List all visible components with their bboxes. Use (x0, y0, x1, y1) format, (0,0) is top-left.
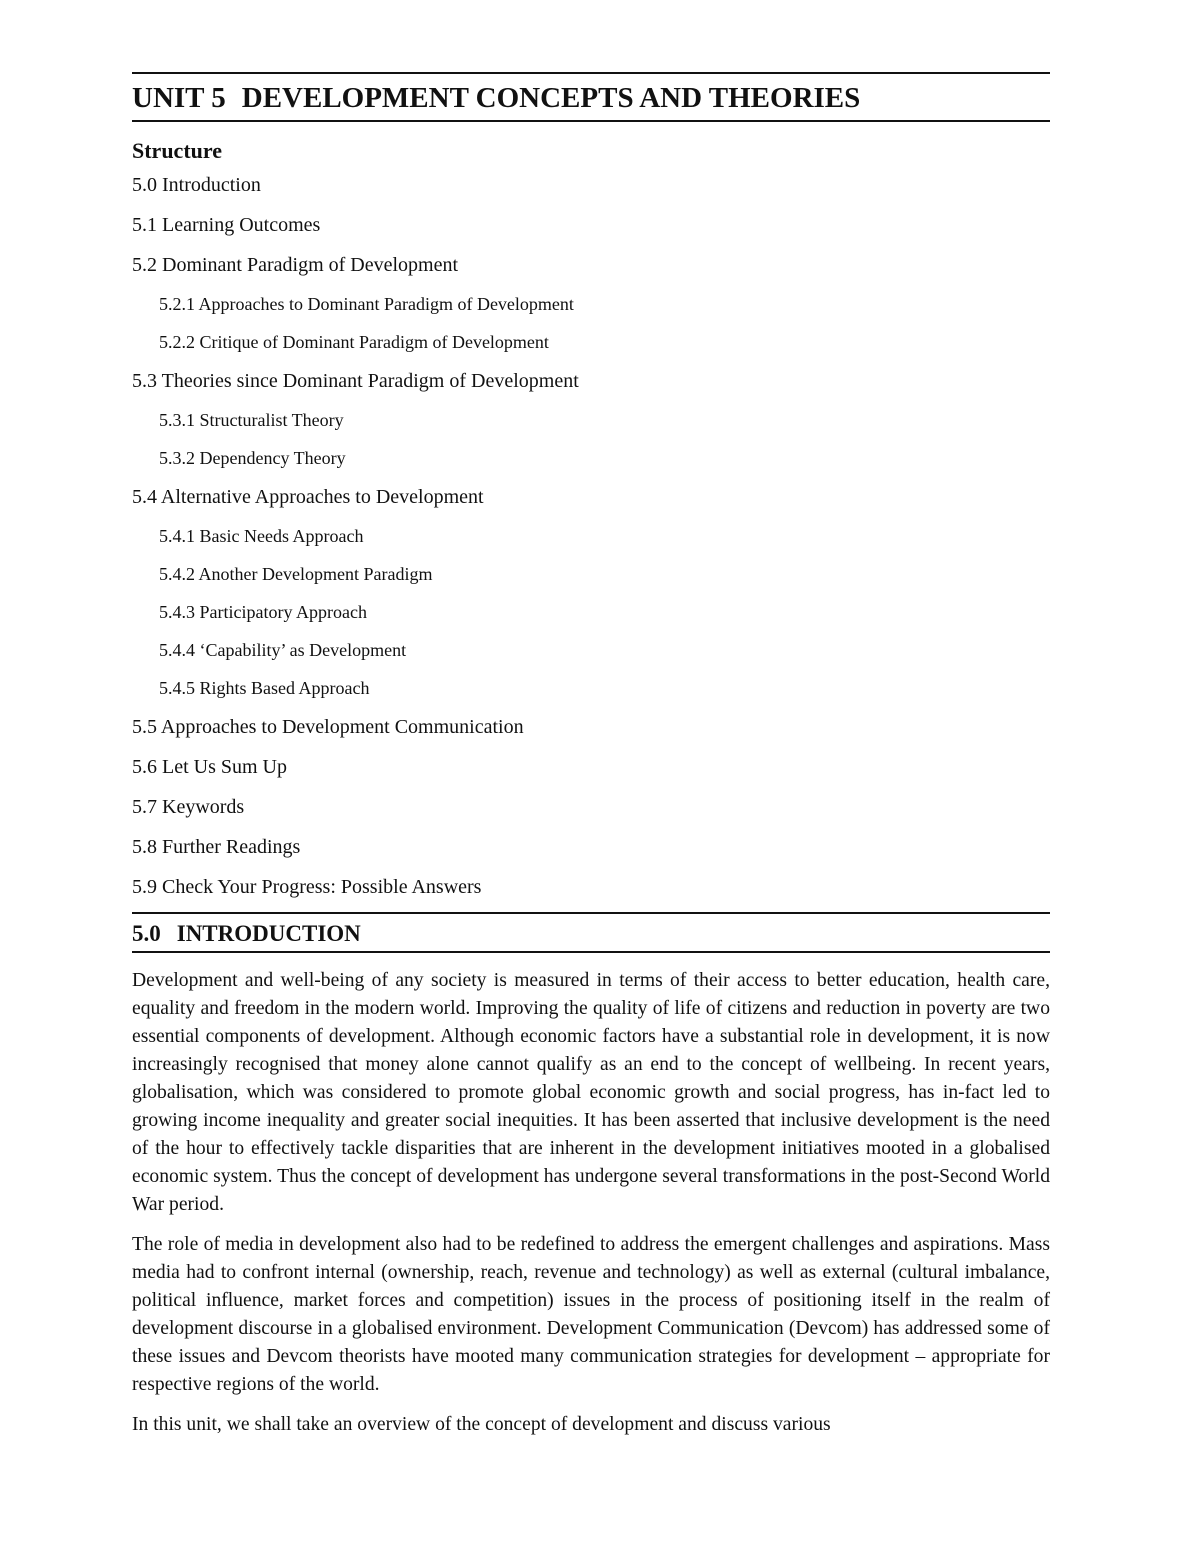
unit-number: UNIT 5 (132, 82, 226, 114)
section-title: INTRODUCTION (176, 921, 361, 946)
structure-item: 5.2.1 Approaches to Dominant Paradigm of Development (159, 294, 574, 314)
structure-item: 5.4.3 Participatory Approach (159, 602, 367, 622)
structure-item: 5.4.1 Basic Needs Approach (159, 526, 364, 546)
section-heading (132, 914, 1050, 951)
structure-item: 5.2.2 Critique of Dominant Paradigm of Development (159, 332, 549, 352)
structure-item: 5.4.2 Another Development Paradigm (159, 564, 433, 584)
structure-item: 5.7 Keywords (132, 796, 245, 818)
structure-item: 5.9 Check Your Progress: Possible Answers (132, 876, 482, 898)
title-bottom-rule (132, 120, 1050, 122)
intro-paragraph-3: In this unit, we shall take an overview of the concept of development and discuss various (132, 1414, 831, 1435)
structure-item: 5.1 Learning Outcomes (132, 214, 321, 236)
section-number: 5.0 (132, 921, 161, 946)
structure-item: 5.2 Dominant Paradigm of Development (132, 254, 459, 276)
structure-list (132, 173, 1050, 899)
structure-item: 5.4.4 ‘Capability’ as Development (159, 640, 407, 660)
structure-item: 5.3.2 Dependency Theory (159, 448, 346, 468)
structure-item: 5.5 Approaches to Development Communication (132, 716, 524, 738)
structure-item: 5.0 Introduction (132, 174, 261, 196)
structure-item: 5.3 Theories since Dominant Paradigm of Development (132, 370, 579, 392)
structure-item: 5.3.1 Structuralist Theory (159, 410, 344, 430)
intro-paragraph-2: The role of media in development also had to be redefined to address the emergent challenges and aspirations. Mass media had to confront internal (ownership, reach, revenue and technology) as well as external (cultural imbalance, political influence, market forces and competition) issues in the process of positioning itself in the realm of development discourse in a globalised environment. Development Communication (Devcom) has addressed some of these issues and Devcom theorists have mooted many communication strategies for development – appropriate for respective regions of the world. (132, 1234, 1050, 1395)
intro-paragraph-1: Development and well-being of any society is measured in terms of their access to better education, health care, equality and freedom in the modern world. Improving the quality of life of citizens and reduction in poverty are two essential components of development. Although economic factors have a substantial role in development, it is now increasingly recognised that money alone cannot qualify as an end to the concept of wellbeing. In recent years, globalisation, which was considered to promote global economic growth and social progress, has in-fact led to growing income inequality and greater social inequities. It has been asserted that inclusive development is the need of the hour to effectively tackle disparities that are inherent in the development initiatives mooted in a globalised economic system. Thus the concept of development has undergone several transformations in the post-Second World War period. (132, 970, 1050, 1215)
structure-heading: Structure (132, 138, 223, 163)
structure-item: 5.6 Let Us Sum Up (132, 756, 287, 778)
document-page (132, 72, 1050, 1439)
structure-item: 5.8 Further Readings (132, 836, 301, 858)
structure-item: 5.4.5 Rights Based Approach (159, 678, 370, 698)
unit-title (132, 74, 1050, 120)
unit-title-text: DEVELOPMENT CONCEPTS AND THEORIES (241, 82, 861, 114)
structure-item: 5.4 Alternative Approaches to Development (132, 486, 484, 508)
section-bottom-rule (132, 951, 1050, 953)
